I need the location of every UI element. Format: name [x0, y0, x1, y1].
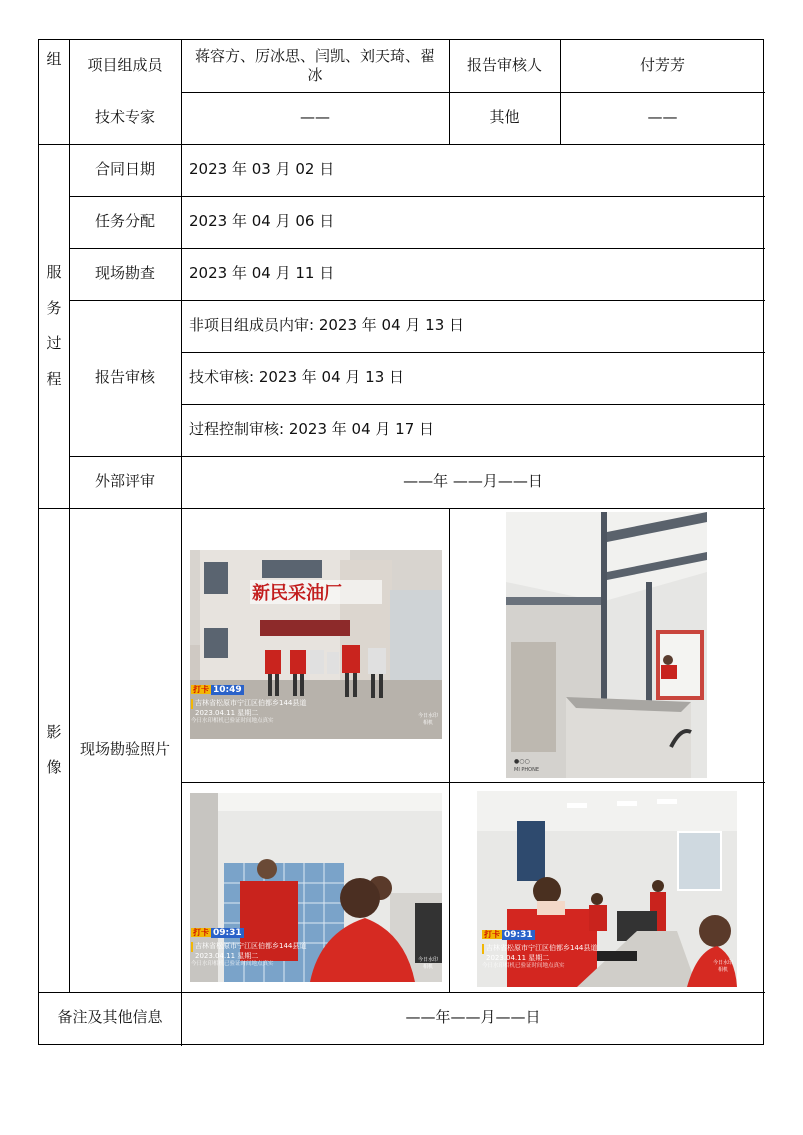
task-assign-label: 任务分配 [94, 212, 155, 231]
watermark-stamp-1: 今日水印 相机 [417, 713, 438, 726]
punch-time: 10:49 [213, 685, 242, 695]
contract-date-label: 合同日期 [94, 160, 155, 179]
report-review-label: 报告审核 [94, 368, 155, 387]
image-section-label: 影 像 [46, 722, 62, 776]
remarks-label: 备注及其他信息 [57, 1008, 163, 1027]
review-process: 过程控制审核: 2023 年 04 月 17 日 [189, 420, 435, 439]
building-sign: 新民采油厂 [252, 583, 342, 604]
photo-caption: MI PHONE [514, 767, 539, 773]
review-technical: 技术审核: 2023 年 04 月 13 日 [189, 368, 405, 387]
watermark-footer: 今日水印相机已验证时间地点真实 [191, 961, 274, 968]
watermark-date: 2023.04.11 星期二 [486, 953, 550, 962]
watermark-4 [482, 929, 652, 970]
punch-badge: 打卡 [193, 928, 209, 937]
external-review-label: 外部评审 [94, 472, 155, 491]
punch-time: 09:31 [504, 930, 533, 940]
watermark-stamp-3: 今日水印 相机 [417, 957, 438, 970]
external-review-value: ——年 ——月——日 [403, 472, 543, 491]
other-value: —— [647, 108, 678, 127]
members-label: 项目组成员 [87, 56, 163, 75]
group-char: 组 [46, 50, 62, 68]
punch-time: 09:31 [213, 928, 242, 938]
site-photos-label: 现场勘验照片 [79, 740, 170, 759]
site-survey-value: 2023 年 04 月 11 日 [189, 264, 335, 283]
watermark-1 [191, 684, 361, 725]
info-table [38, 39, 764, 1045]
service-section-label: 服 务 过 程 [46, 263, 62, 388]
members-value: 蒋容方、厉冰思、闫凯、刘天琦、翟冰 [195, 46, 436, 84]
watermark-date: 2023.04.11 星期二 [195, 951, 259, 960]
reviewer-value: 付芳芳 [639, 56, 685, 75]
expert-label: 技术专家 [94, 108, 155, 127]
review-internal: 非项目组成员内审: 2023 年 04 月 13 日 [189, 316, 465, 335]
watermark-3 [191, 927, 361, 968]
watermark-location: 吉林省松原市宁江区伯都乡144县道 [191, 699, 361, 708]
expert-value: —— [300, 108, 330, 127]
watermark-footer: 今日水印相机已验证时间地点真实 [191, 718, 274, 725]
remarks-value: ——年——月——日 [405, 1008, 541, 1027]
task-assign-value: 2023 年 04 月 06 日 [189, 212, 335, 231]
site-survey-label: 现场勘查 [94, 264, 155, 283]
site-photo-interior [506, 512, 707, 778]
watermark-footer: 今日水印相机已验证时间地点真实 [482, 963, 565, 970]
watermark-date: 2023.04.11 星期二 [195, 708, 259, 717]
watermark-stamp-4: 今日水印 相机 [712, 960, 733, 973]
watermark-location: 吉林省松原市宁江区伯都乡144县道 [191, 942, 361, 951]
punch-badge: 打卡 [193, 685, 209, 694]
reviewer-label: 报告审核人 [466, 56, 542, 75]
punch-badge: 打卡 [484, 930, 500, 939]
watermark-location: 吉林省松原市宁江区伯都乡144县道 [482, 944, 652, 953]
other-label: 其他 [489, 108, 520, 127]
carousel-indicator: ●○○ [514, 758, 530, 765]
contract-date-value: 2023 年 03 月 02 日 [189, 160, 335, 179]
